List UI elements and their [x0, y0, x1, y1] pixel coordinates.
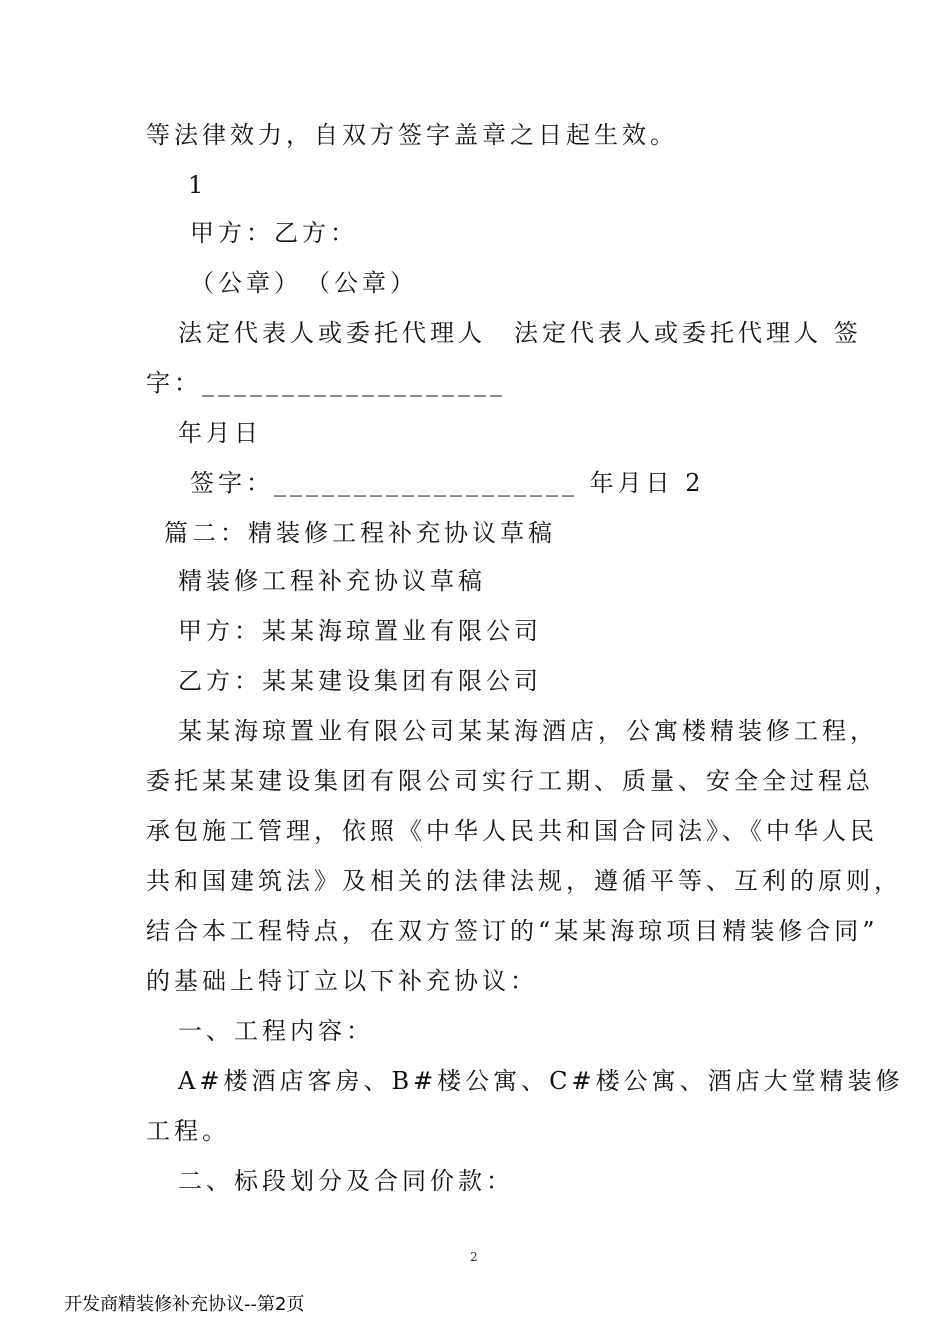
paragraph-line: 共和国建筑法》及相关的法律法规，遵循平等、互利的原则， — [146, 867, 902, 895]
signature-line-1: 字：___________________ — [146, 369, 506, 397]
date-line-1: 年月日 — [178, 419, 262, 447]
party-b: 乙方：某某建设集团有限公司 — [178, 667, 542, 695]
clause-text: 工程。 — [146, 1117, 230, 1145]
agreement-title: 精装修工程补充协议草稿 — [178, 567, 486, 595]
signature-parties: 甲方：乙方： — [190, 219, 358, 247]
clause-heading-1: 一、工程内容： — [178, 1017, 374, 1045]
clause-text: A#楼酒店客房、B#楼公寓、C#楼公寓、酒店大堂精装修 — [178, 1067, 904, 1095]
representative-labels: 法定代表人或委托代理人 法定代表人或委托代理人 签 — [178, 319, 862, 347]
paragraph-line: 结合本工程特点，在双方签订的“某某海琼项目精装修合同” — [146, 917, 879, 945]
paragraph-line: 的基础上特订立以下补充协议： — [146, 967, 538, 995]
section-heading: 篇二：精装修工程补充协议草稿 — [164, 519, 556, 547]
page-marker-1: 1 — [188, 171, 204, 199]
clause-heading-2: 二、标段划分及合同价款： — [178, 1167, 514, 1195]
paragraph-line: 某某海琼置业有限公司某某海酒店，公寓楼精装修工程， — [178, 717, 878, 745]
party-a: 甲方：某某海琼置业有限公司 — [178, 617, 542, 645]
signature-line-2: 签字：___________________ 年月日 2 — [190, 469, 705, 497]
page-number: 2 — [470, 1250, 478, 1264]
paragraph-line: 委托某某建设集团有限公司实行工期、质量、安全全过程总 — [146, 767, 874, 795]
paragraph-line: 承包施工管理，依照《中华人民共和国合同法》、《中华人民 — [146, 817, 878, 845]
seal-labels: （公章） （公章） — [190, 269, 418, 297]
text-line-1: 等法律效力，自双方签字盖章之日起生效。 — [146, 121, 678, 149]
page-footer: 开发商精装修补充协议--第2页 — [64, 1294, 305, 1315]
